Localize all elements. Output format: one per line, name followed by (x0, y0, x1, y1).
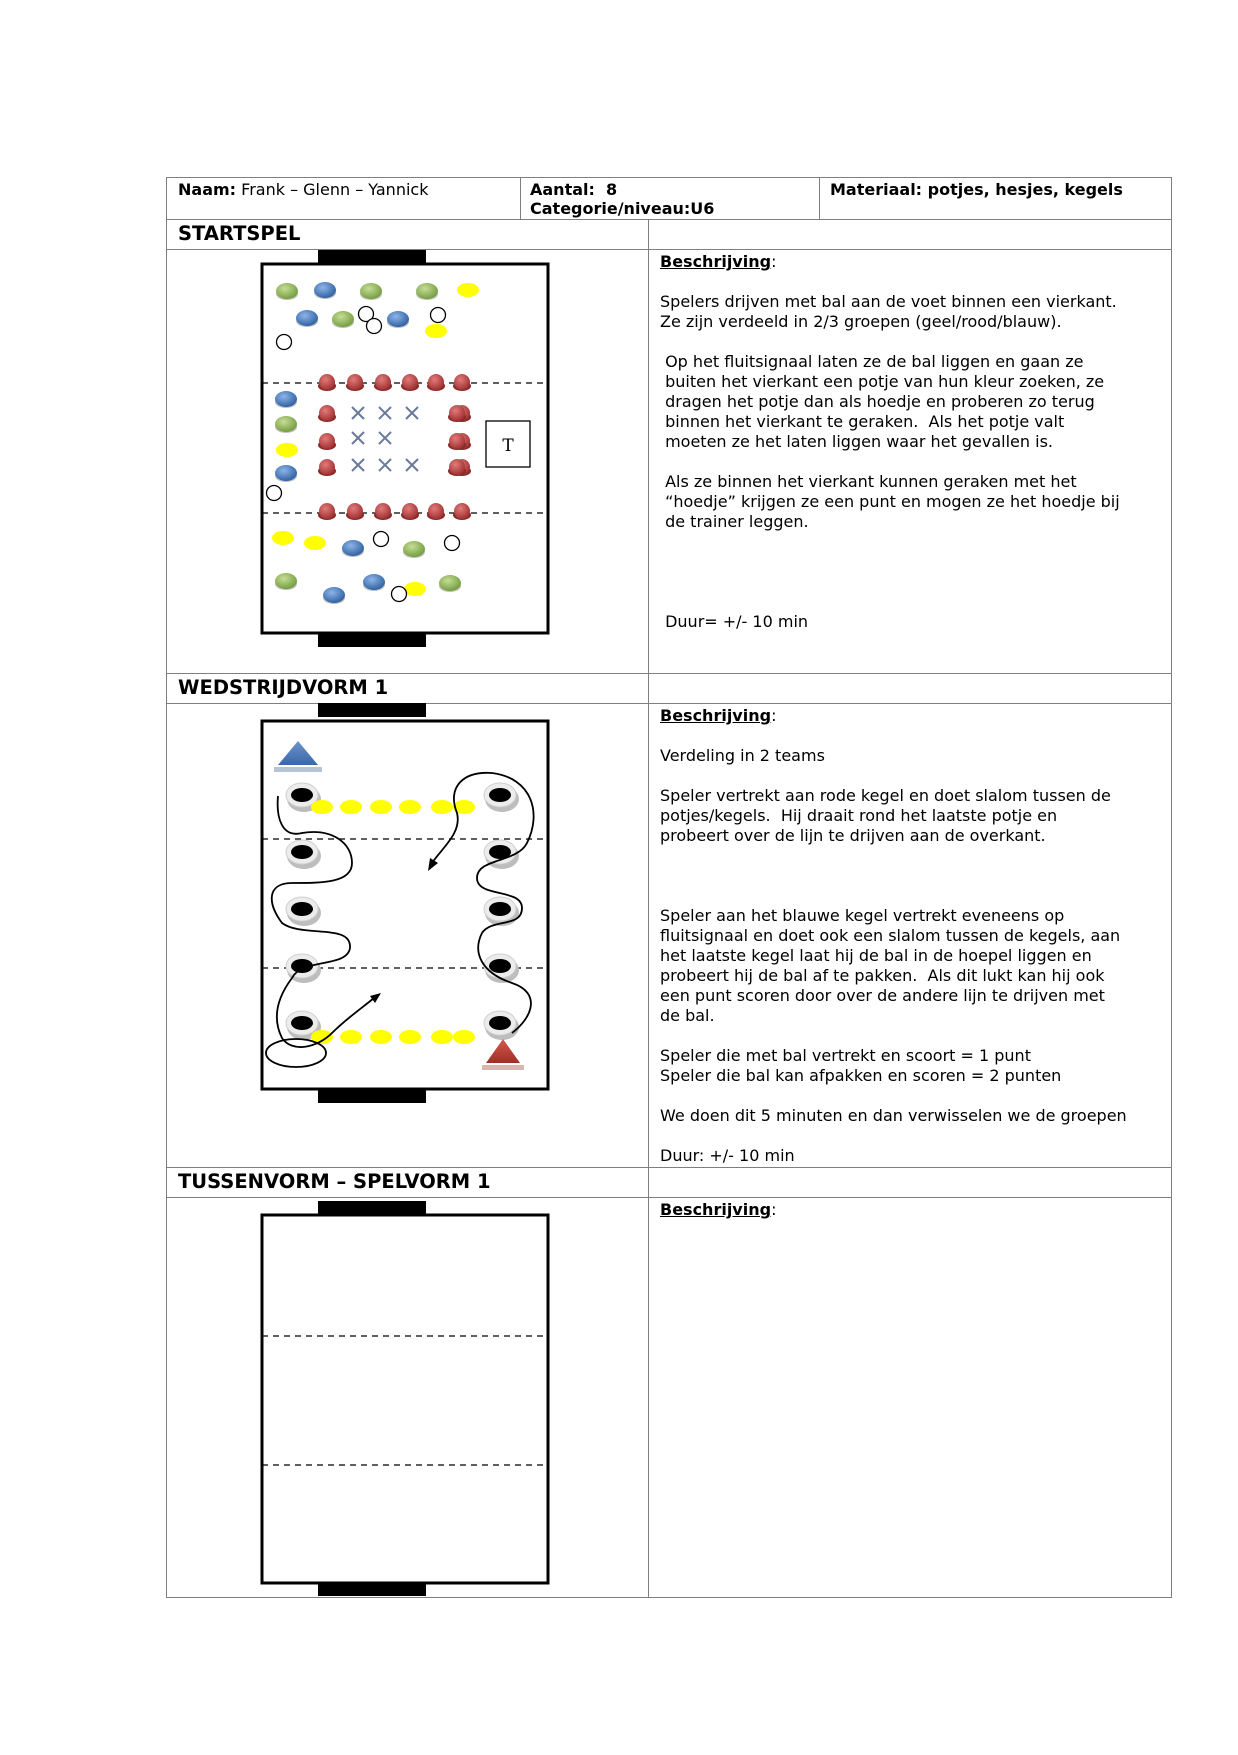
description-line (660, 1126, 1127, 1146)
description-line: moeten ze het laten liggen waar het gevallen is. (660, 432, 1053, 451)
goal-icon (318, 703, 426, 717)
goal-icon (318, 1201, 426, 1215)
description-line: buiten het vierkant een potje van hun kleur zoeken, ze (660, 372, 1105, 391)
wedstrijdvorm-description: Beschrijving: Verdeling in 2 teams Speler vertrekt aan rode kegel en doet slalom tussen de potjes/kegels. Hij draait rond het laatste potje en probeert over de lijn te drijven aan de overkant. Speler aan het blauwe kegel vertrekt eveneens op fluitsignaal en doet ook een slalom tussen de kegels, aan het laatste kegel laat hij de bal in de hoepel liggen en probeert hij de bal af te pakken. Als dit lukt kan hij ook een punt scoren door over de andere lijn te drijven met de bal. Speler die met bal vertrekt en scoort = 1 punt Speler die bal kan afpakken en scoren = 2 punten We doen dit 5 minuten en dan verwisselen we de groepen Duur: +/- 10 min (660, 706, 1127, 1165)
section-title-tussenvorm: TUSSENVORM – SPELVORM 1 (178, 1170, 491, 1193)
aantal-value: 8 (606, 180, 618, 199)
green-disc-icon (275, 573, 297, 590)
ball-icon (277, 335, 292, 350)
description-line: Speler die met bal vertrekt en scoort = 1 punt (660, 1046, 1031, 1065)
green-disc-icon (276, 283, 298, 300)
yellow-disc-icon (311, 800, 333, 814)
description-line: Speler vertrekt aan rode kegel en doet slalom tussen de (660, 786, 1111, 805)
pot-icon (484, 783, 519, 812)
blue-disc-icon (275, 465, 297, 482)
red-cone-icon (401, 503, 419, 520)
description-line: fluitsignaal en doet ook een slalom tussen de kegels, aan (660, 926, 1121, 945)
yellow-disc-icon (276, 443, 298, 457)
yellow-disc-icon (370, 1030, 392, 1044)
cross-icon (352, 432, 364, 444)
cross-icon (406, 407, 418, 419)
yellow-disc-icon (431, 1030, 453, 1044)
beschrijving-label: Beschrijving (660, 252, 772, 271)
description-line: een punt scoren door over de andere lijn te drijven met (660, 986, 1105, 1005)
blue-disc-icon (387, 311, 409, 328)
aantal-field (530, 180, 617, 200)
description-line (660, 532, 1120, 552)
description-line: potjes/kegels. Hij draait rond het laatste potje en (660, 806, 1058, 825)
tussenvorm-field-diagram (262, 1197, 562, 1597)
description-line (660, 1086, 1127, 1106)
description-line (660, 332, 1120, 352)
red-cone-icon (401, 374, 419, 391)
description-line: probeert over de lijn te drijven aan de overkant. (660, 826, 1046, 845)
description-line (660, 1026, 1127, 1046)
description-line (660, 572, 1120, 592)
pot-icon (484, 1011, 519, 1040)
section-title-startspel: STARTSPEL (178, 222, 301, 245)
ball-icon (367, 319, 382, 334)
green-disc-icon (439, 575, 461, 592)
red-cone-icon (318, 405, 336, 422)
materiaal-field: Materiaal: potjes, hesjes, kegels (830, 180, 1123, 199)
yellow-disc-icon (399, 1030, 421, 1044)
wedstrijdvorm-lines (660, 746, 1127, 1166)
triangle-cone-icon (274, 741, 322, 772)
startspel-description: Beschrijving: Spelers drijven met bal aan de voet binnen een vierkant. Ze zijn verdeeld in 2/3 groepen (geel/rood/blauw). Op het fluitsignaal laten ze de bal liggen en gaan ze buiten het vierkant een potje van hun kleur zoeken, ze dragen het potje dan als hoedje en proberen zo terug binnen het vierkant te geraken. Als het potje valt moeten ze het laten liggen waar het gevallen is. Als ze binnen het vierkant kunnen geraken met het “hoedje” krijgen ze een punt en mogen ze het hoedje bij de trainer leggen. Duur= +/- 10 min (660, 252, 1120, 631)
cross-icon (379, 407, 391, 419)
green-disc-icon (332, 311, 354, 328)
ball-icon (392, 587, 407, 602)
blue-disc-icon (363, 574, 385, 591)
description-line (660, 886, 1127, 906)
cross-icon (352, 459, 364, 471)
yellow-disc-icon (425, 324, 447, 338)
description-line: de bal. (660, 1006, 715, 1025)
red-cone-icon (318, 433, 336, 450)
red-cone-icon (374, 503, 392, 520)
red-cone-icon (427, 374, 445, 391)
naam-label: Naam: (178, 180, 237, 199)
description-line: Ze zijn verdeeld in 2/3 groepen (geel/rood/blauw). (660, 312, 1062, 331)
description-line (660, 866, 1127, 886)
yellow-disc-icon (431, 800, 453, 814)
tussenvorm-description: Beschrijving: (660, 1200, 777, 1219)
description-line: Spelers drijven met bal aan de voet binnen een vierkant. (660, 292, 1117, 311)
cross-icon (406, 459, 418, 471)
yellow-disc-icon (272, 531, 294, 545)
cross-icon (352, 407, 364, 419)
yellow-disc-icon (340, 1030, 362, 1044)
description-line (660, 766, 1127, 786)
green-disc-icon (403, 541, 425, 558)
beschrijving-label: Beschrijving (660, 706, 772, 725)
section-title-wedstrijdvorm: WEDSTRIJDVORM 1 (178, 676, 389, 699)
red-cone-icon (318, 503, 336, 520)
description-line: Duur: +/- 10 min (660, 1146, 795, 1165)
red-cone-icon (374, 374, 392, 391)
description-line: dragen het potje dan als hoedje en proberen zo terug (660, 392, 1095, 411)
red-cone-icon (318, 459, 336, 476)
red-cone-icon (427, 503, 445, 520)
cross-icon (379, 459, 391, 471)
trainer-label: T (502, 436, 514, 456)
categorie-field: Categorie/niveau:U6 (530, 199, 715, 218)
startspel-lines (660, 292, 1120, 632)
goal-icon (318, 1089, 426, 1103)
ball-icon (445, 536, 460, 551)
yellow-disc-icon (370, 800, 392, 814)
naam-field (178, 180, 428, 200)
green-disc-icon (416, 283, 438, 300)
red-cone-icon (453, 374, 471, 391)
description-line: binnen het vierkant te geraken. Als het potje valt (660, 412, 1065, 431)
goal-icon (318, 633, 426, 647)
blue-disc-icon (342, 540, 364, 557)
ball-icon (267, 486, 282, 501)
pot-icon (286, 840, 321, 869)
description-line: Op het fluitsignaal laten ze de bal liggen en gaan ze (660, 352, 1084, 371)
yellow-disc-icon (453, 1030, 475, 1044)
blue-disc-icon (275, 391, 297, 408)
cross-icon (379, 432, 391, 444)
description-line (660, 592, 1120, 612)
description-line: Duur= +/- 10 min (660, 612, 809, 631)
red-cone-icon (318, 374, 336, 391)
green-disc-icon (275, 416, 297, 433)
pot-icon (286, 897, 321, 926)
ball-icon (431, 308, 446, 323)
ball-icon (374, 532, 389, 547)
yellow-disc-icon (340, 800, 362, 814)
yellow-disc-icon (304, 536, 326, 550)
description-line: probeert hij de bal af te pakken. Als dit lukt kan hij ook (660, 966, 1105, 985)
description-line (660, 846, 1127, 866)
naam-value: Frank – Glenn – Yannick (241, 180, 429, 199)
blue-disc-icon (314, 282, 336, 299)
description-line: Verdeling in 2 teams (660, 746, 825, 765)
red-cone-icon (346, 503, 364, 520)
description-line: het laatste kegel laat hij de bal in de hoepel liggen en (660, 946, 1092, 965)
description-line (660, 552, 1120, 572)
description-line: Speler die bal kan afpakken en scoren = 2 punten (660, 1066, 1062, 1085)
description-line: We doen dit 5 minuten en dan verwisselen we de groepen (660, 1106, 1127, 1125)
green-disc-icon (360, 283, 382, 300)
pot-icon (484, 897, 519, 926)
red-cone-icon (453, 503, 471, 520)
yellow-disc-icon (399, 800, 421, 814)
triangle-cone-icon (482, 1039, 524, 1070)
field-outline (262, 1215, 548, 1583)
description-line: Speler aan het blauwe kegel vertrekt eveneens op (660, 906, 1065, 925)
description-line (660, 452, 1120, 472)
yellow-disc-icon (404, 582, 426, 596)
beschrijving-label: Beschrijving (660, 1200, 772, 1219)
blue-disc-icon (296, 310, 318, 327)
aantal-label: Aantal: (530, 180, 595, 199)
training-sheet (166, 177, 1172, 1597)
goal-icon (318, 250, 426, 264)
startspel-field-diagram (262, 249, 562, 673)
description-line: Als ze binnen het vierkant kunnen geraken met het (660, 472, 1077, 491)
description-line: de trainer leggen. (660, 512, 809, 531)
blue-disc-icon (323, 587, 345, 604)
red-cone-icon (346, 374, 364, 391)
hoop-icon (266, 1039, 326, 1067)
wedstrijdvorm-field-diagram (262, 703, 562, 1113)
description-line: “hoedje” krijgen ze een punt en mogen ze het hoedje bij (660, 492, 1120, 511)
yellow-disc-icon (457, 283, 479, 297)
